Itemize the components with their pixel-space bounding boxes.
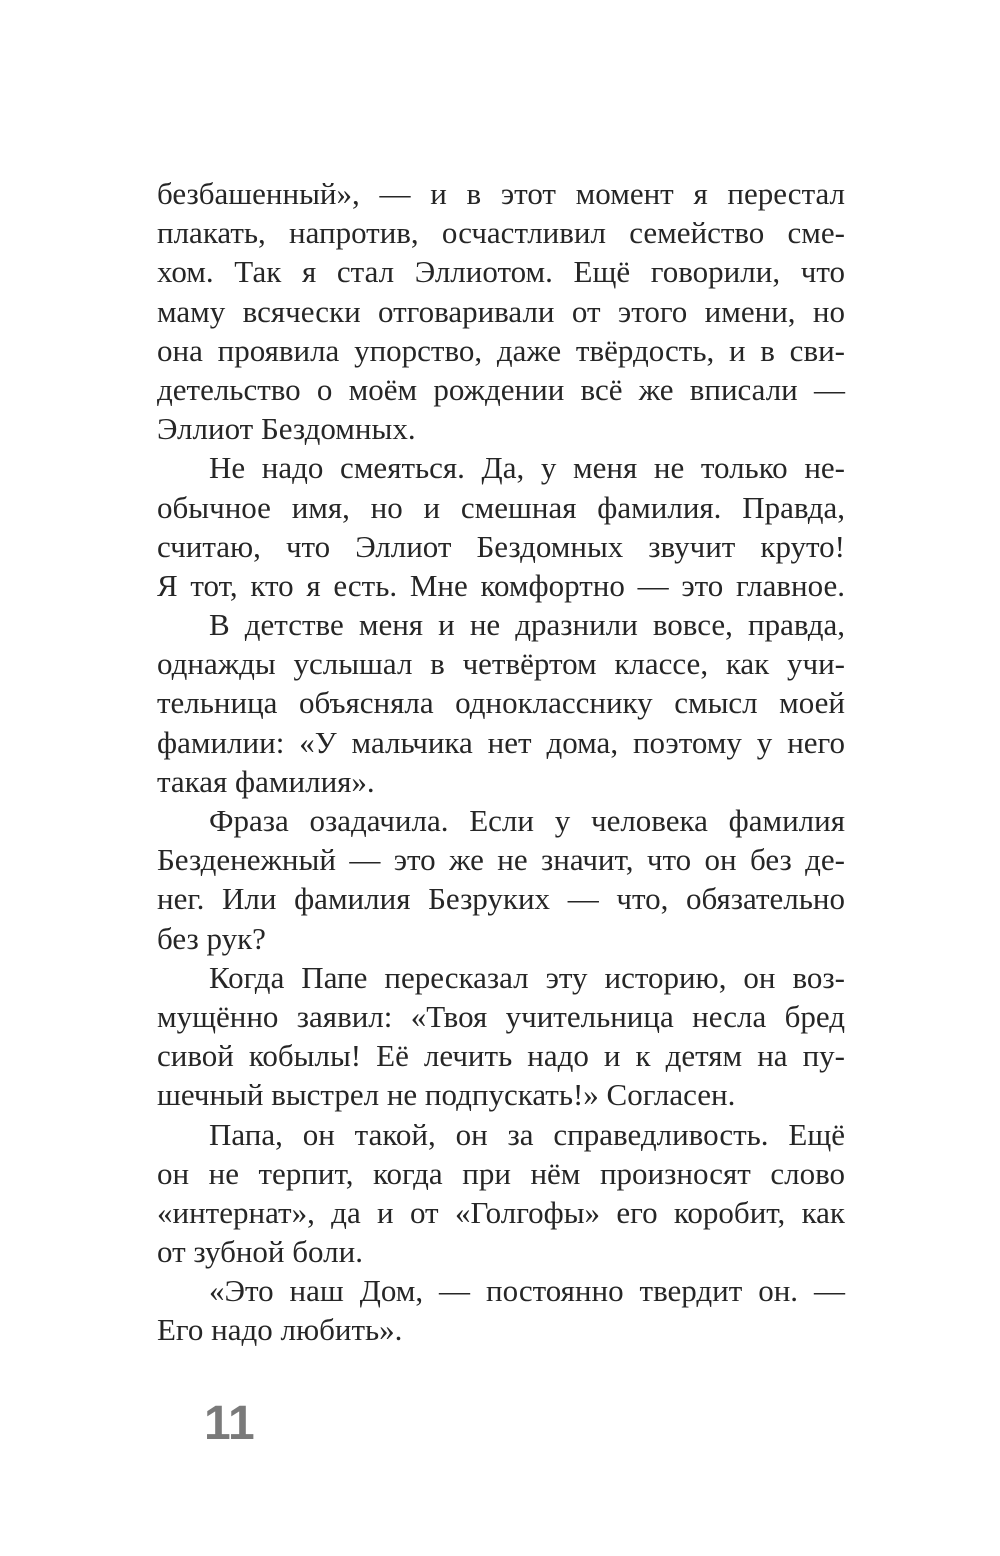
text-line: фамилии: «У мальчика нет дома, поэтому у него bbox=[157, 724, 845, 760]
text-line: шечный выстрел не подпускать!» Согласен. bbox=[157, 1077, 736, 1113]
text-line: она проявила упорство, даже твёрдость, и в сви- bbox=[157, 332, 845, 368]
text-line: маму всячески отговаривали от этого имени, но bbox=[157, 293, 845, 329]
text-line: без рук? bbox=[157, 920, 266, 956]
text-line: Когда Папе пересказал эту историю, он воз- bbox=[209, 959, 845, 995]
text-line: плакать, напротив, осчастливил семейство сме- bbox=[157, 215, 845, 251]
body-text bbox=[157, 174, 845, 1350]
text-line: мущённо заявил: «Твоя учительница несла бред bbox=[157, 998, 845, 1034]
text-line: детельство о моём рождении всё же вписали — bbox=[157, 371, 845, 407]
text-line: Его надо любить». bbox=[157, 1312, 403, 1348]
text-line: однажды услышал в четвёртом классе, как учи- bbox=[157, 646, 845, 682]
text-line: В детстве меня и не дразнили вовсе, правда, bbox=[209, 607, 845, 643]
text-line: нег. Или фамилия Безруких — что, обязательно bbox=[157, 881, 845, 917]
text-line: такая фамилия». bbox=[157, 763, 375, 799]
text-line: сивой кобылы! Её лечить надо и к детям на пу- bbox=[157, 1038, 845, 1074]
text-line: Фраза озадачила. Если у человека фамилия bbox=[209, 803, 845, 838]
text-line: считаю, что Эллиот Бездомных звучит круто! bbox=[157, 528, 845, 564]
text-line: безбашенный», — и в этот момент я перестал bbox=[157, 176, 845, 211]
text-line: Безденежный — это же не значит, что он без де- bbox=[157, 842, 845, 878]
text-line: «Это наш Дом, — постоянно твердит он. — bbox=[209, 1273, 845, 1309]
text-line: Не надо смеяться. Да, у меня не только не- bbox=[209, 450, 845, 486]
text-line: Папа, он такой, он за справедливость. Ещё bbox=[209, 1116, 845, 1152]
text-line: Я тот, кто я есть. Мне комфортно — это главное. bbox=[157, 567, 845, 603]
text-line: хом. Так я стал Эллиотом. Ещё говорили, что bbox=[157, 254, 845, 290]
text-line: от зубной боли. bbox=[157, 1234, 363, 1270]
page-number: 11 bbox=[204, 1397, 255, 1450]
text-line: обычное имя, но и смешная фамилия. Правда, bbox=[157, 489, 845, 525]
text-line: Эллиот Бездомных. bbox=[157, 411, 416, 447]
text-line: тельница объясняла однокласснику смысл моей bbox=[157, 685, 845, 721]
text-line: он не терпит, когда при нём произносят слово bbox=[157, 1155, 845, 1191]
text-line: «интернат», да и от «Голгофы» его коробит, как bbox=[157, 1194, 845, 1230]
